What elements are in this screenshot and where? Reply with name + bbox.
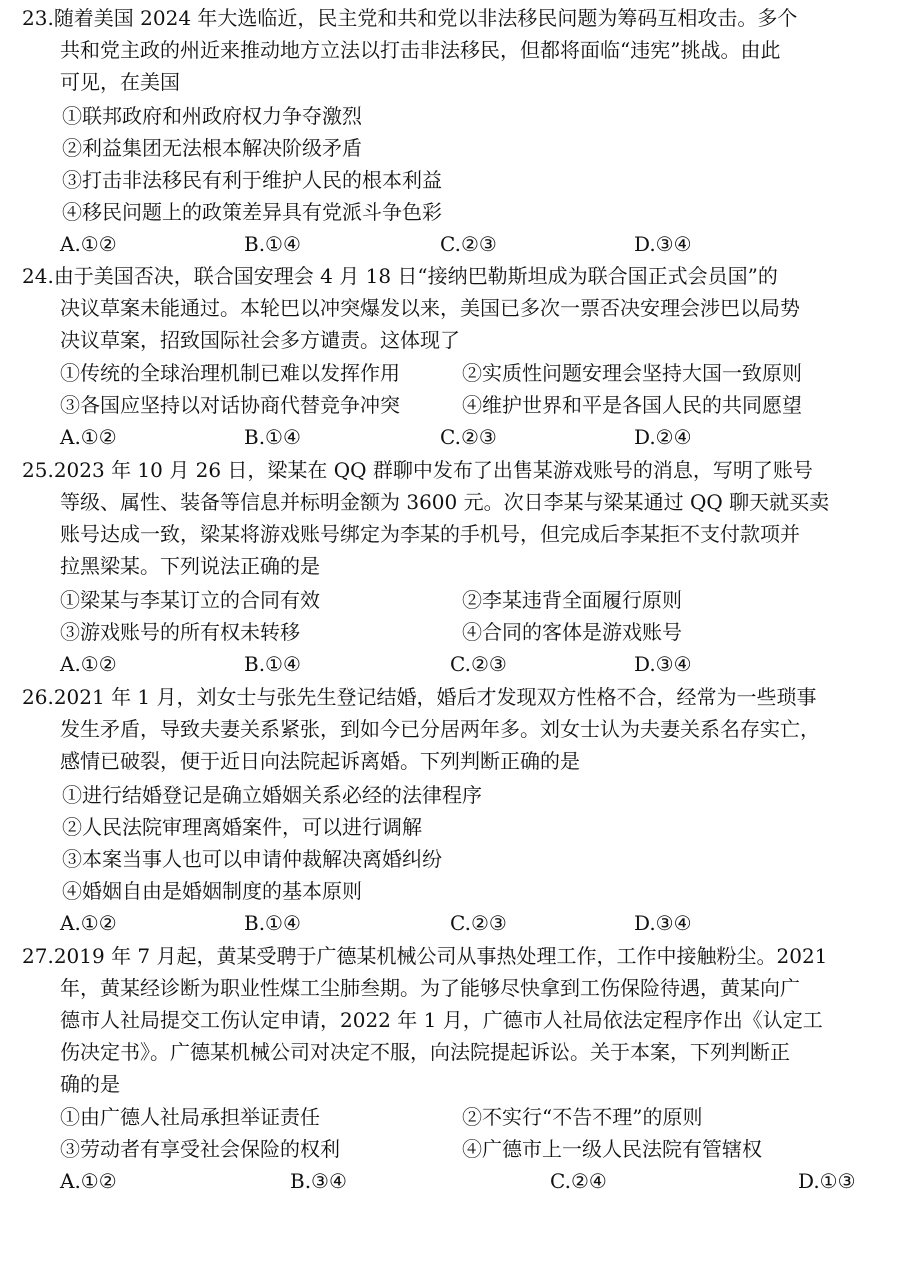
question-stem-line: 账号达成一致，梁某将游戏账号绑定为李某的手机号，但完成后李某拒不支付款项并 [60,522,800,546]
statement-3: ③本案当事人也可以申请仲裁解决离婚纠纷 [62,847,442,871]
question-stem-line: 发生矛盾，导致夫妻关系紧张，到如今已分居两年多。刘女士认为夫妻关系名存实亡， [60,717,820,741]
statement-1: ①梁某与李某订立的合同有效 [60,588,320,612]
question-stem-line: 23.随着美国 2024 年大选临近，民主党和共和党以非法移民问题为筹码互相攻击。多个 [22,2,888,34]
statement-1: ①联邦政府和州政府权力争夺激烈 [62,104,362,128]
choice-b: B.①④ [244,232,301,256]
question-stem-line: 25.2023 年 10 月 26 日，梁某在 QQ 群聊中发布了出售某游戏账号的消息，写明了账号 [22,454,888,486]
choice-d: D.③④ [634,911,692,935]
statement-1: ①传统的全球治理机制已难以发挥作用 [60,361,400,385]
question-stem-line: 决议草案未能通过。本轮巴以冲突爆发以来，美国已多次一票否决安理会涉巴以局势 [60,296,800,320]
question-stem-line: 伤决定书》。广德某机械公司对决定不服，向法院提起诉讼。关于本案，下列判断正 [60,1040,790,1064]
statement-3: ③各国应坚持以对话协商代替竞争冲突 [60,393,400,417]
statement-4: ④移民问题上的政策差异具有党派斗争色彩 [62,200,442,224]
question-stem-line: 可见，在美国 [60,70,180,94]
choice-c: C.②④ [550,1169,607,1193]
choice-a: A.①② [60,232,117,256]
statement-2: ②实质性问题安理会坚持大国一致原则 [462,361,802,385]
statement-3: ③游戏账号的所有权未转移 [60,620,300,644]
choice-d: D.③④ [634,652,692,676]
statement-1: ①由广德人社局承担举证责任 [60,1105,320,1129]
question-stem-line: 拉黑梁某。下列说法正确的是 [60,554,320,578]
statement-3: ③打击非法移民有利于维护人民的根本利益 [62,168,442,192]
question-number: 27. [22,944,54,968]
question-stem-line: 年，黄某经诊断为职业性煤工尘肺叁期。为了能够尽快拿到工伤保险待遇，黄某向广 [60,976,800,1000]
statement-2: ②利益集团无法根本解决阶级矛盾 [62,136,362,160]
choice-b: B.①④ [244,425,301,449]
statement-4: ④合同的客体是游戏账号 [462,620,682,644]
statement-3: ③劳动者有享受社会保险的权利 [60,1137,340,1161]
statement-2: ②不实行“不告不理”的原则 [462,1105,703,1129]
question-number: 24. [22,264,54,288]
choice-a: A.①② [60,652,117,676]
statement-4: ④维护世界和平是各国人民的共同愿望 [462,393,802,417]
choice-a: A.①② [60,911,117,935]
choice-a: A.①② [60,425,117,449]
question-stem-line: 感情已破裂，便于近日向法院起诉离婚。下列判断正确的是 [60,749,580,773]
question-stem-line: 决议草案，招致国际社会多方谴责。这体现了 [60,328,460,352]
question-stem-line: 共和党主政的州近来推动地方立法以打击非法移民，但都将面临“违宪”挑战。由此 [60,38,781,62]
choice-d: D.②④ [634,425,692,449]
choice-b: B.③④ [290,1169,347,1193]
question-number: 26. [22,685,54,709]
statement-2: ②人民法院审理离婚案件，可以进行调解 [62,815,422,839]
choice-b: B.①④ [244,911,301,935]
question-stem-line: 27.2019 年 7 月起，黄某受聘于广德某机械公司从事热处理工作，工作中接触粉尘。2021 [22,940,888,972]
question-stem-line: 德市人社局提交工伤认定申请，2022 年 1 月，广德市人社局依法定程序作出《认定工 [60,1008,823,1032]
choice-d: D.①③ [798,1169,856,1193]
question-stem-line: 24.由于美国否决，联合国安理会 4 月 18 日“接纳巴勒斯坦成为联合国正式会员国”的 [22,260,888,292]
choice-a: A.①② [60,1169,117,1193]
question-stem-line: 26.2021 年 1 月，刘女士与张先生登记结婚，婚后才发现双方性格不合，经常为一些琐事 [22,681,888,713]
choice-c: C.②③ [450,911,507,935]
statement-4: ④广德市上一级人民法院有管辖权 [462,1137,762,1161]
choice-c: C.②③ [450,652,507,676]
choice-d: D.③④ [634,232,692,256]
choice-c: C.②③ [440,425,497,449]
statement-2: ②李某违背全面履行原则 [462,588,682,612]
question-stem-line: 等级、属性、装备等信息并标明金额为 3600 元。次日李某与梁某通过 QQ 聊天就买卖 [60,490,830,514]
choice-c: C.②③ [440,232,497,256]
question-number: 25. [22,458,54,482]
statement-4: ④婚姻自由是婚姻制度的基本原则 [62,879,362,903]
statement-1: ①进行结婚登记是确立婚姻关系必经的法律程序 [62,783,482,807]
choice-b: B.①④ [244,652,301,676]
question-stem-line: 确的是 [60,1072,120,1096]
question-number: 23. [22,6,54,30]
